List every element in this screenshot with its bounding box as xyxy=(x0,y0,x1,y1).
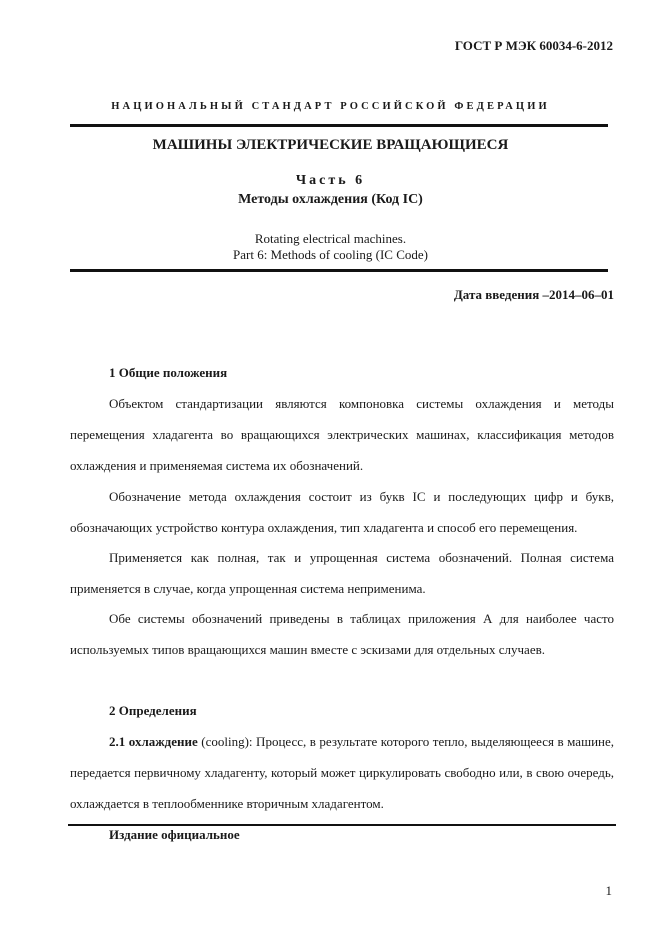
official-edition-label: Издание официальное xyxy=(109,827,240,842)
footer-divider xyxy=(68,824,616,826)
english-title-line-2: Part 6: Methods of cooling (IC Code) xyxy=(233,247,428,262)
title-divider xyxy=(70,269,608,272)
section-1-paragraph: Обозначение метода охлаждения состоит из букв IC и последующих цифр и букв, обозначающих устройство контура охлаждения, тип хладагента и способ его перемещения. xyxy=(70,489,614,535)
english-title-line-1: Rotating electrical machines. xyxy=(254,231,407,246)
part-label: Часть 6 xyxy=(295,173,366,188)
section-1-paragraph: Обе системы обозначений приведены в таблицах приложения А для наиболее часто используемых типов вращающихся машин вместе с эскизами для отдельных случаев. xyxy=(70,611,614,657)
section-1-heading: 1 Общие положения xyxy=(109,365,228,380)
section-2-heading: 2 Определения xyxy=(109,703,197,718)
introduction-date xyxy=(454,287,614,303)
main-title: МАШИНЫ ЭЛЕКТРИЧЕСКИЕ ВРАЩАЮЩИЕСЯ xyxy=(152,137,509,153)
term: охлаждение xyxy=(128,734,198,749)
part-title: Методы охлаждения (Код IC) xyxy=(238,192,423,207)
introduction-date-label: Дата введения xyxy=(453,287,540,302)
introduction-date-value: –2014–06–01 xyxy=(542,287,614,302)
document-code: ГОСТ Р МЭК 60034-6-2012 xyxy=(454,38,613,53)
top-divider xyxy=(70,124,608,127)
definition-paragraph xyxy=(70,726,614,819)
page-number: 1 xyxy=(605,883,612,898)
section-1-paragraph: Объектом стандартизации являются компоновка системы охлаждения и методы перемещения хладагента во вращающихся электрических машинах, классификация методов охлаждения и применяемая система их обозначений. xyxy=(70,396,614,473)
national-standard-label: НАЦИОНАЛЬНЫЙ СТАНДАРТ РОССИЙСКОЙ ФЕДЕРАЦИИ xyxy=(111,101,550,112)
term-number: 2.1 xyxy=(109,734,126,749)
term-definition: (cooling): Процесс, в результате которого тепло, выделяющееся в машине, передается первичному хладагенту, который может циркулировать свободно или, в свою очередь, охлаждается в теплообменнике вторичным хладагентом. xyxy=(70,734,615,811)
section-1-paragraph: Применяется как полная, так и упрощенная система обозначений. Полная система применяется в случае, когда упрощенная система неприменима. xyxy=(70,550,614,596)
